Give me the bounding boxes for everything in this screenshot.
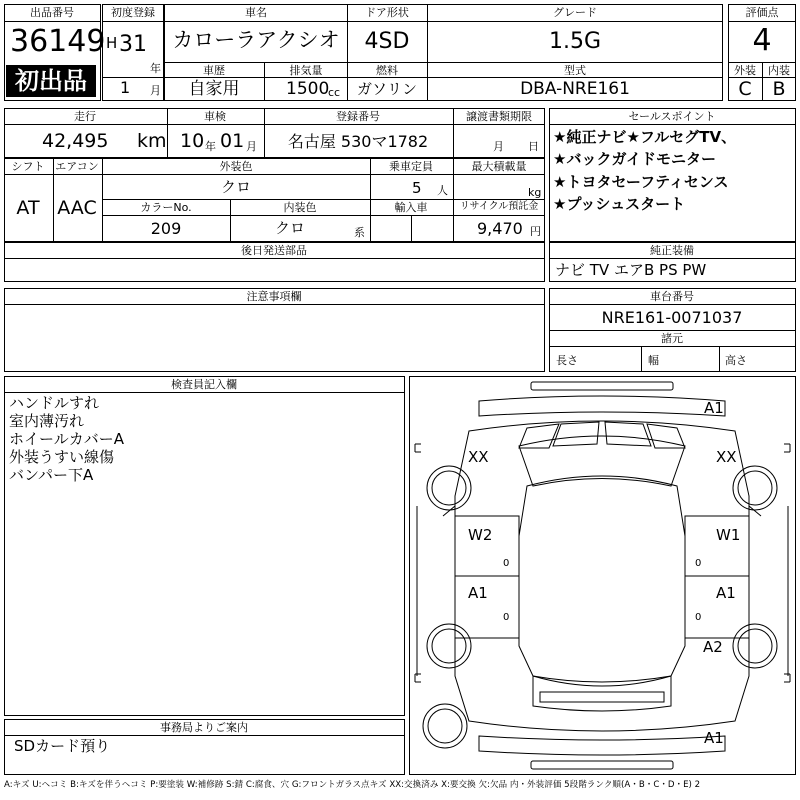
mileage: 42,495: [42, 130, 109, 152]
first-registration-label: 初度登録: [111, 6, 155, 19]
inspection-month: 01: [220, 130, 245, 152]
later-parts-label: 後日発送部品: [241, 244, 307, 257]
transfer-deadline-label: 譲渡書類期限: [466, 110, 532, 123]
fuel: ガソリン: [356, 80, 418, 98]
displacement-label: 排気量: [289, 64, 323, 77]
sales-point: ★トヨタセーフティセンス: [553, 173, 729, 191]
mark-rear: A1: [704, 729, 724, 747]
width-label: 幅: [648, 354, 659, 367]
mileage-unit: km: [137, 130, 167, 152]
exterior-label: 外装: [734, 64, 756, 77]
score-label: 評価点: [745, 6, 779, 19]
import-label: 輸入車: [394, 201, 428, 214]
lot-number-label: 出品番号: [30, 6, 74, 19]
exterior-color: クロ: [220, 178, 252, 196]
mark-front-left-tire: XX: [468, 448, 489, 466]
mark-front-right-tire: XX: [716, 448, 737, 466]
svg-text:0: 0: [503, 612, 510, 623]
color-no-label: カラーNo.: [140, 201, 192, 214]
inspector-line: ハンドルすれ: [9, 394, 100, 412]
capacity-label: 乗車定員: [389, 160, 433, 173]
score: 4: [752, 23, 772, 58]
interior-grade: B: [772, 78, 786, 100]
shift-label: シフト: [11, 160, 45, 173]
reg-year: 31: [119, 32, 147, 57]
recycle-label: リサイクル預託金: [459, 201, 539, 212]
history: 自家用: [188, 79, 240, 99]
inspector-line: バンパー下A: [9, 466, 94, 484]
mark-right-rear-door: A1: [716, 584, 736, 602]
era: H: [106, 34, 118, 52]
svg-text:0: 0: [503, 558, 510, 569]
legend: A:キズ U:ヘコミ B:キズを伴うヘコミ P:要塗装 W:補修跡 S:錆 C:腐食、穴 G:フロントガラス点キズ XX:交換済み X:要交換 欠:欠品 内・外装評価 5段階ランク順(A・B・C・D・E) 2: [4, 780, 701, 790]
door-label: ドア形状: [365, 6, 409, 19]
mark-front-right: A1: [704, 399, 724, 417]
chassis-label: 車台番号: [650, 290, 694, 303]
transfer-day-unit: 日: [528, 140, 539, 153]
plate-label: 登録番号: [336, 110, 380, 123]
notes-label: 注意事項欄: [246, 290, 302, 303]
inspector-line: 外装うすい線傷: [9, 448, 115, 466]
inspector-line: ホイールカバーA: [9, 430, 124, 448]
mark-left-rear-door: A1: [468, 584, 488, 602]
sales-points-label: セールスポイント: [628, 110, 716, 123]
mark-left-front-door: W2: [468, 526, 493, 544]
transfer-month-unit: 月: [493, 140, 504, 153]
capacity: 5: [412, 179, 422, 197]
recycle-fee: 9,470: [477, 219, 523, 238]
door-type: 4SD: [364, 29, 410, 54]
inspection-month-unit: 月: [246, 140, 257, 153]
car-name: カローラアクシオ: [172, 28, 340, 52]
model-code: DBA-NRE161: [520, 79, 630, 99]
dimensions-label: 諸元: [661, 332, 683, 345]
car-name-label: 車名: [245, 6, 267, 19]
height-label: 高さ: [725, 354, 747, 367]
svg-text:0: 0: [695, 612, 702, 623]
inspector-line: 室内薄汚れ: [9, 412, 85, 430]
exterior-grade: C: [738, 78, 752, 100]
sales-point: ★バックガイドモニター: [553, 150, 716, 168]
model-label: 型式: [564, 64, 586, 77]
inspector-label: 検査員記入欄: [171, 378, 237, 391]
equipment-label: 純正装備: [650, 244, 694, 257]
grade: 1.5G: [548, 29, 602, 54]
year-unit: 年: [150, 62, 161, 75]
max-load-unit: kg: [528, 186, 542, 199]
first-listing-badge: 初出品: [6, 65, 96, 97]
svg-text:0: 0: [695, 558, 702, 569]
max-load-label: 最大積載量: [471, 160, 527, 173]
capacity-unit: 人: [437, 184, 448, 197]
color-no: 209: [150, 219, 182, 238]
aircon: AAC: [57, 197, 97, 219]
inspection-year: 10: [180, 130, 205, 152]
recycle-unit: 円: [530, 225, 541, 238]
mark-right-rear: A2: [703, 638, 723, 656]
sales-point: ★プッシュスタート: [553, 195, 686, 213]
aircon-label: エアコン: [55, 160, 99, 173]
interior-label: 内装: [768, 64, 790, 77]
length-label: 長さ: [556, 354, 578, 367]
inspection-label: 車検: [204, 110, 226, 123]
shift: AT: [16, 197, 40, 219]
month-unit: 月: [150, 84, 161, 97]
interior-color: クロ: [274, 219, 306, 237]
lot-number: 36149: [10, 24, 106, 59]
mark-right-front-door: W1: [716, 526, 741, 544]
interior-color-label: 内装色: [283, 201, 317, 214]
history-label: 車歴: [203, 64, 225, 77]
displacement: 1500: [286, 79, 330, 99]
office-note: SDカード預り: [14, 737, 111, 755]
equipment: ナビ TV エアB PS PW: [555, 261, 707, 279]
sales-point: ★純正ナビ★フルセグTV、: [553, 128, 737, 146]
fuel-label: 燃料: [376, 64, 398, 77]
office-label: 事務局よりご案内: [160, 721, 248, 734]
grade-label: グレード: [553, 6, 597, 19]
chassis-number: NRE161-0071037: [601, 308, 743, 327]
plate-number: 名古屋 530マ1782: [287, 132, 429, 151]
displacement-unit: cc: [328, 86, 341, 99]
mileage-label: 走行: [74, 110, 96, 123]
reg-month: 1: [120, 78, 131, 97]
interior-color-unit: 系: [354, 226, 365, 239]
inspection-year-unit: 年: [205, 140, 216, 153]
exterior-color-label: 外装色: [219, 160, 253, 173]
car-diagram: [409, 376, 796, 775]
